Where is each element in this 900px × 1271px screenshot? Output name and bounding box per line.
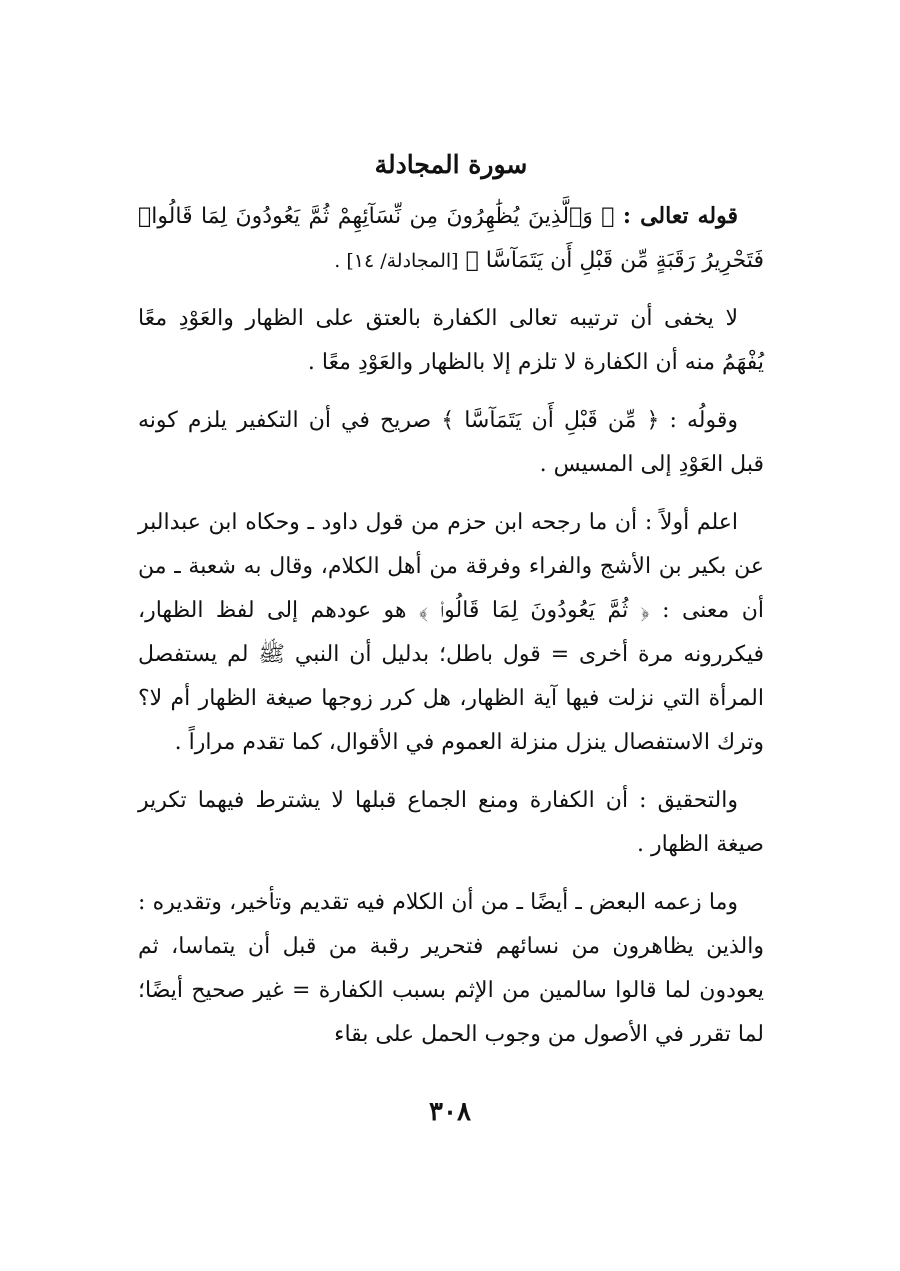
page-title: سورة المجادلة <box>374 150 528 179</box>
paragraph: اعلم أولاً : أن ما رجحه ابن حزم من قول داود ـ وحكاه ابن عبدالبر عن بكير بن الأشج والفراء وفرقة من أهل الكلام، وقال به شعبة ـ من أن معنى : ﴿ ثُمَّ يَعُودُونَ لِمَا قَالُوا۟ ﴾ هو عودهم إلى لفظ الظهار، فيكررونه مرة أخرى = قول باطل؛ بدليل أن النبي ﷺ لم يستفصل المرأة التي نزلت فيها آية الظهار، هل كرر زوجها صيغة الظهار أم لا؟ وترك الاستفصال ينزل منزلة العموم في الأقوال، كما تقدم مراراً . <box>138 510 764 755</box>
paragraph: والتحقيق : أن الكفارة ومنع الجماع قبلها لا يشترط فيهما تكرير صيغة الظهار . <box>138 788 764 857</box>
page-body <box>138 140 764 1071</box>
paragraph: لا يخفى أن ترتيبه تعالى الكفارة بالعتق على الظهار والعَوْدِ معًا يُفْهَمُ منه أن الكفارة لا تلزم إلا بالظهار والعَوْدِ معًا . <box>138 306 764 375</box>
verse-citation: [المجادلة/ ١٤] . <box>334 250 459 272</box>
page-number: ٣٠٨ <box>429 1097 471 1127</box>
quran-verse: ﴿ وَٱلَّذِينَ يُظَٰهِرُونَ مِن نِّسَآئِهِمْ ثُمَّ يَعُودُونَ لِمَا قَالُوا۟ فَتَحْرِيرُ رَقَبَةٍ مِّن قَبْلِ أَن يَتَمَآسَّا ﴾ <box>138 204 764 273</box>
verse-lead: قوله تعالى : <box>622 203 738 229</box>
paragraph: وما زعمه البعض ـ أيضًا ـ من أن الكلام فيه تقديم وتأخير، وتقديره : والذين يظاهرون من نسائهم فتحرير رقبة من قبل أن يتماسا، ثم يعودون لما قالوا سالمين من الإثم بسبب الكفارة = غير صحيح أيضًا؛ لما تقرر في الأصول من وجوب الحمل على بقاء <box>138 890 764 1047</box>
verse-paragraph <box>138 194 764 283</box>
paragraph: وقولُه : ﴿ مِّن قَبْلِ أَن يَتَمَآسَّا ﴾ صريح في أن التكفير يلزم كونه قبل العَوْدِ إلى المسيس . <box>138 408 764 477</box>
